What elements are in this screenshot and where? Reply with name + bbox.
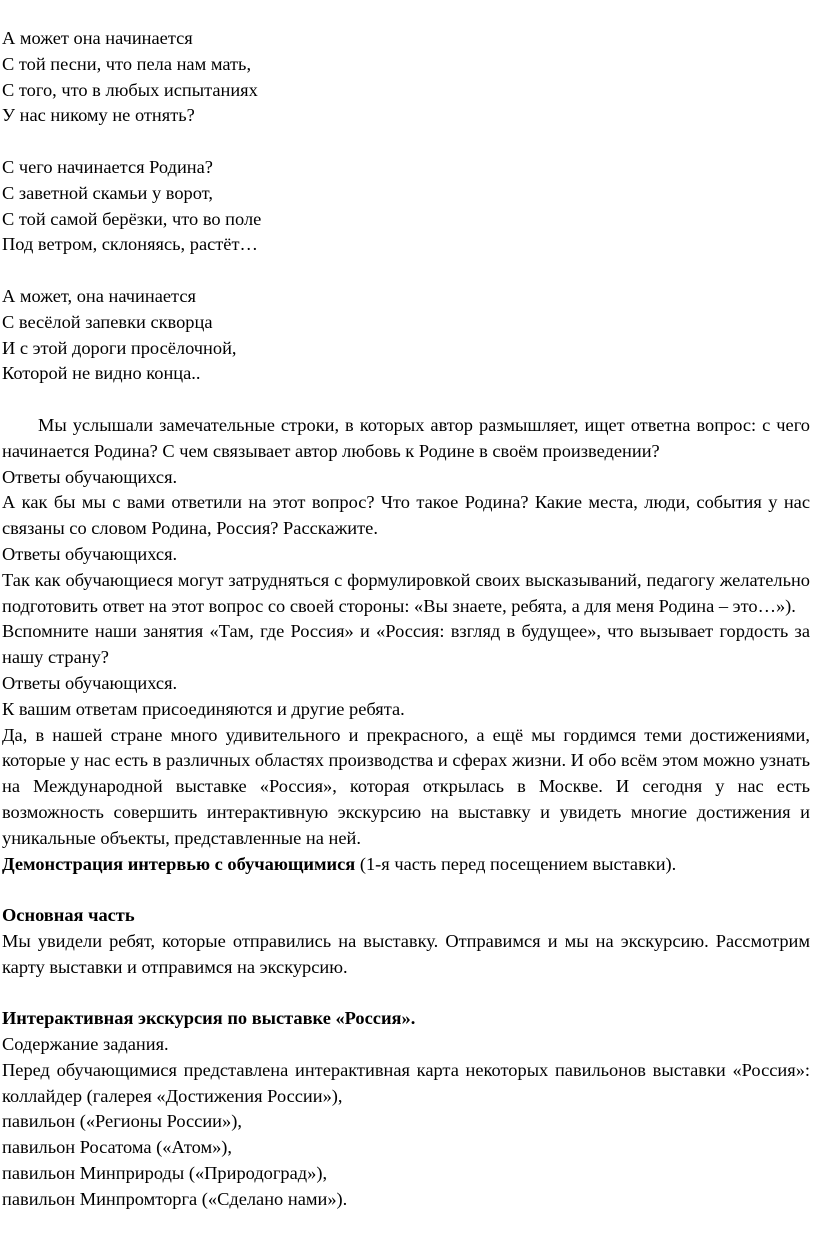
- demo-bold-label: Демонстрация интервью с обучающимися: [2, 853, 356, 874]
- poem-line: А может она начинается: [2, 28, 193, 48]
- poem-line: Под ветром, склоняясь, растёт…: [2, 234, 258, 255]
- stanza-gap: [2, 387, 810, 413]
- poem-stanza-3: [2, 284, 810, 387]
- poem-stanza-1: [2, 26, 810, 129]
- poem-line: С чего начинается Родина?: [2, 156, 213, 177]
- poem-line: С той песни, что пела нам мать,: [2, 53, 252, 74]
- section-gap: [2, 877, 810, 903]
- poem-line: А может, она начинается: [2, 285, 196, 306]
- section-heading-excursion: Интерактивная экскурсия по выставке «Россия».: [2, 1008, 416, 1029]
- body-paragraph: Ответы обучающихся.: [2, 466, 178, 487]
- poem-line: С заветной скамьи у ворот,: [2, 182, 213, 203]
- body-paragraph: Содержание задания.: [2, 1034, 169, 1055]
- body-paragraph: Вспомните наши занятия «Там, где Россия» и «Россия: взгляд в будущее», что вызывает гордость за нашу страну?: [2, 621, 810, 668]
- poem-line: У нас никому не отнять?: [2, 105, 195, 126]
- body-paragraph: Ответы обучающихся.: [2, 672, 178, 693]
- section-heading-main: Основная часть: [2, 905, 135, 926]
- body-paragraph: Ответы обучающихся.: [2, 543, 178, 564]
- pavilion-item: павильон Минприроды («Природоград»),: [2, 1163, 328, 1184]
- poem-stanza-2: [2, 155, 810, 258]
- body-paragraph: К вашим ответам присоединяются и другие ребята.: [2, 698, 405, 719]
- demo-note: (1-я часть перед посещением выставки).: [355, 853, 677, 874]
- poem-line: Которой не видно конца..: [2, 363, 201, 384]
- pavilion-item: павильон («Регионы России»),: [2, 1111, 242, 1132]
- poem-line: С весёлой запевки скворца: [2, 311, 213, 332]
- poem-line: С той самой берёзки, что во поле: [2, 208, 262, 229]
- poem-line: С того, что в любых испытаниях: [2, 79, 258, 100]
- body-paragraph: Мы услышали замечательные строки, в которых автор размышляет, ищет ответна вопрос: с чего начинается Родина? С чем связывает автор любовь к Родине в своём произведении?: [2, 414, 810, 461]
- stanza-gap: [2, 258, 810, 284]
- body-paragraph: А как бы мы с вами ответили на этот вопрос? Что такое Родина? Какие места, люди, события у нас связаны со словом Родина, Россия? Расскажите.: [2, 492, 810, 539]
- pavilion-item: павильон Росатома («Атом»),: [2, 1137, 233, 1158]
- section-gap: [2, 980, 810, 1006]
- poem-line: И с этой дороги просёлочной,: [2, 337, 237, 358]
- demo-paragraph: [2, 852, 810, 878]
- body-paragraph: Мы увидели ребят, которые отправились на выставку. Отправимся и мы на экскурсию. Рассмотрим карту выставки и отправимся на экскурсию.: [2, 930, 810, 977]
- pavilion-item: павильон Минпромторга («Сделано нами»).: [2, 1188, 348, 1209]
- body-paragraph: Так как обучающиеся могут затрудняться с формулировкой своих высказываний, педагогу желательно подготовить ответ на этот вопрос со своей стороны: «Вы знаете, ребята, а для меня Родина – это…»).: [2, 569, 810, 616]
- body-paragraph: Да, в нашей стране много удивительного и прекрасного, а ещё мы гордимся теми достижениями, которые у нас есть в различных областях производства и сферах жизни. И обо всём этом можно узнать на Международной выставке «Россия», которая открылась в Москве. И сегодня у нас есть возможность совершить интерактивную экскурсию на выставку и увидеть многие достижения и уникальные объекты, представленные на ней.: [2, 724, 810, 848]
- body-paragraph: Перед обучающимися представлена интерактивная карта некоторых павильонов выставки «Россия»: коллайдер (галерея «Достижения России»),: [2, 1059, 810, 1106]
- stanza-gap: [2, 129, 810, 155]
